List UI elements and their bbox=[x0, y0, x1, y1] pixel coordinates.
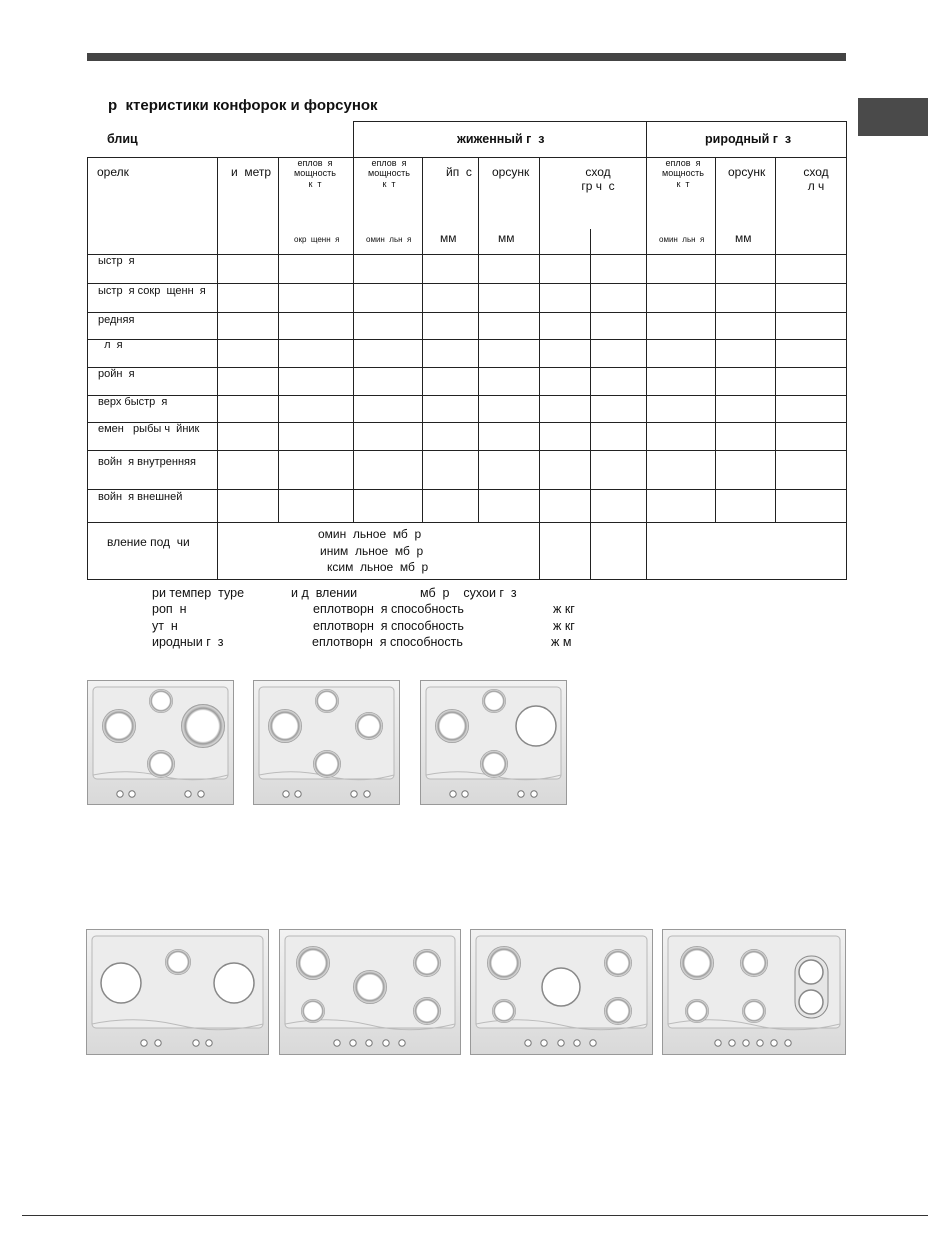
footnote-2c: ж кг bbox=[553, 602, 575, 616]
col-nozzle-ng: орсунк bbox=[728, 165, 766, 179]
cooktop-illustration-4 bbox=[86, 929, 269, 1055]
page-title: р ктеристики конфорок и форсунок bbox=[108, 97, 378, 114]
row-label: войн я внутренняя bbox=[98, 456, 196, 468]
lpg-group-header: жиженный г з bbox=[457, 132, 545, 146]
natural-gas-group-header: риродный г з bbox=[705, 132, 792, 146]
footnote-4c: ж м bbox=[551, 635, 572, 649]
row-label: верх быстр я bbox=[98, 396, 168, 408]
footnote-1c: мб р сухои г з bbox=[420, 586, 517, 600]
row-label: ыстр я bbox=[98, 255, 135, 267]
col-burner: орелк bbox=[97, 165, 129, 179]
section-tab bbox=[858, 98, 928, 136]
row-label: ройн я bbox=[98, 368, 135, 380]
footnote-3b: еплотворн я способность bbox=[313, 619, 464, 633]
row-label: ыстр я сокр щенн я bbox=[98, 285, 206, 297]
row-label: войн я внешней bbox=[98, 491, 183, 503]
col-nozzle-ng-unit: мм bbox=[735, 231, 752, 245]
col-bypass-unit: мм bbox=[440, 231, 457, 245]
bottom-rule bbox=[22, 1215, 928, 1216]
footnote-3a: ут н bbox=[152, 619, 178, 633]
pressure-minimal: иним льное мб р bbox=[320, 544, 424, 558]
footnote-2a: роп н bbox=[152, 602, 187, 616]
col-diameter: и метр bbox=[231, 165, 272, 179]
cooktop-illustration-7 bbox=[662, 929, 846, 1055]
footnote-1a: ри темпер туре bbox=[152, 586, 245, 600]
pressure-nominal: омин льное мб р bbox=[318, 527, 422, 541]
table-label: блиц bbox=[107, 132, 138, 146]
footnote-1b: и д влении bbox=[291, 586, 358, 600]
col-flow-ng: сход л ч bbox=[803, 165, 829, 193]
row-label: л я bbox=[98, 339, 123, 351]
cooktop-illustration-6 bbox=[470, 929, 653, 1055]
col-bypass: йп с bbox=[446, 165, 472, 179]
cooktop-illustration-1 bbox=[87, 680, 234, 805]
col-power-reduced: еплов я мощность к т bbox=[294, 158, 336, 189]
top-rule bbox=[87, 53, 846, 61]
cooktop-illustration-5 bbox=[279, 929, 461, 1055]
cooktop-illustration-3 bbox=[420, 680, 567, 805]
col-flow-lpg: сход гр ч с bbox=[581, 165, 615, 193]
col-power-nominal-sub: омин льн я bbox=[366, 235, 412, 244]
footnote-2b: еплотворн я способность bbox=[313, 602, 464, 616]
footnote-4b: еплотворн я способность bbox=[312, 635, 463, 649]
row-label: емен рыбы ч йник bbox=[98, 423, 200, 435]
col-power-nominal: еплов я мощность к т bbox=[368, 158, 410, 189]
col-power-ng: еплов я мощность к т bbox=[662, 158, 704, 189]
col-power-reduced-sub: окр щенн я bbox=[294, 235, 340, 244]
col-power-ng-sub: омин льн я bbox=[659, 235, 705, 244]
row-label: редняя bbox=[98, 314, 135, 326]
cooktop-illustration-2 bbox=[253, 680, 400, 805]
col-nozzle-lpg: орсунк bbox=[492, 165, 530, 179]
pressure-maximal: ксим льное мб р bbox=[327, 560, 429, 574]
col-nozzle-lpg-unit: мм bbox=[498, 231, 515, 245]
footnote-3c: ж кг bbox=[553, 619, 575, 633]
pressure-label: вление под чи bbox=[107, 535, 190, 549]
footnote-4a: иродныи г з bbox=[152, 635, 224, 649]
